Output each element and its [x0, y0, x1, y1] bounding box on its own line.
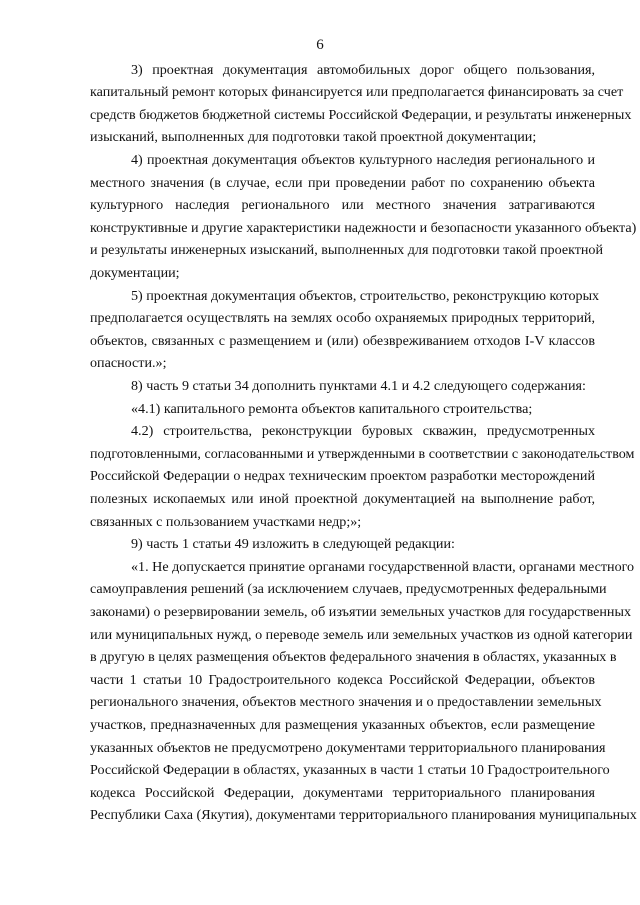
text-line: самоуправления решений (за исключением случаев, предусмотренных федеральными — [90, 581, 607, 597]
text-line: предполагается осуществлять на землях особо охраняемых природных территорий, — [90, 310, 595, 326]
text-line: средств бюджетов бюджетной системы Российской Федерации, и результаты инженерных — [90, 107, 632, 123]
text-line: связанных с пользованием участками недр;»; — [90, 514, 362, 530]
page-number: 6 — [316, 37, 324, 53]
text-line: «4.1) капитального ремонта объектов капитального строительства; — [131, 401, 533, 417]
text-line: или муниципальных нужд, о переводе земель или земельных участков из одной категории — [90, 627, 633, 643]
text-line: 3) проектная документация автомобильных дорог общего пользования, — [131, 62, 595, 78]
text-line: 8) часть 9 статьи 34 дополнить пунктами 4.1 и 4.2 следующего содержания: — [131, 378, 586, 394]
text-line: Российской Федерации в областях, указанных в части 1 статьи 10 Градостроительного — [90, 762, 610, 778]
text-line: в другую в целях размещения объектов федерального значения в областях, указанных в — [90, 649, 617, 665]
text-line: и результаты инженерных изысканий, выполненных для подготовки такой проектной — [90, 242, 604, 258]
text-line: подготовленными, согласованными и утвержденными в соответствии с законодательством — [90, 446, 635, 462]
text-line: 4) проектная документация объектов культурного наследия регионального и — [131, 152, 595, 168]
text-line: объектов, связанных с размещением и (или) обезвреживанием отходов I-V классов — [90, 333, 595, 349]
text-line: части 1 статьи 10 Градостроительного кодекса Российской Федерации, объектов — [90, 672, 595, 688]
text-line: 4.2) строительства, реконструкции буровых скважин, предусмотренных — [131, 423, 595, 439]
text-line: опасности.»; — [90, 355, 167, 371]
text-line: кодекса Российской Федерации, документами территориального планирования — [90, 785, 595, 801]
text-line: полезных ископаемых или иной проектной документацией на выполнение работ, — [90, 491, 595, 507]
text-line: регионального значения, объектов местного значения и о предоставлении земельных — [90, 694, 602, 710]
text-line: Республики Саха (Якутия), документами территориального планирования муниципальных — [90, 807, 637, 823]
text-line: капитальный ремонт которых финансируется или предполагается финансировать за счет — [90, 84, 624, 100]
text-line: «1. Не допускается принятие органами государственной власти, органами местного — [131, 559, 635, 575]
text-line: конструктивные и другие характеристики надежности и безопасности указанного объекта) — [90, 220, 637, 236]
text-line: культурного наследия регионального или местного значения затрагиваются — [90, 197, 595, 213]
text-line: 5) проектная документация объектов, строительство, реконструкцию которых — [131, 288, 600, 304]
text-line: местного значения (в случае, если при проведении работ по сохранению объекта — [90, 175, 595, 191]
text-line: Российской Федерации о недрах техническим проектом разработки месторождений — [90, 468, 595, 484]
text-line: указанных объектов не предусмотрено документами территориального планирования — [90, 740, 606, 756]
text-line: 9) часть 1 статьи 49 изложить в следующей редакции: — [131, 536, 455, 552]
text-line: изысканий, выполненных для подготовки такой проектной документации; — [90, 129, 537, 145]
text-line: документации; — [90, 265, 180, 281]
text-line: участков, предназначенных для размещения указанных объектов, если размещение — [90, 717, 595, 733]
text-line: законами) о резервировании земель, об изъятии земельных участков для государственных — [90, 604, 631, 620]
